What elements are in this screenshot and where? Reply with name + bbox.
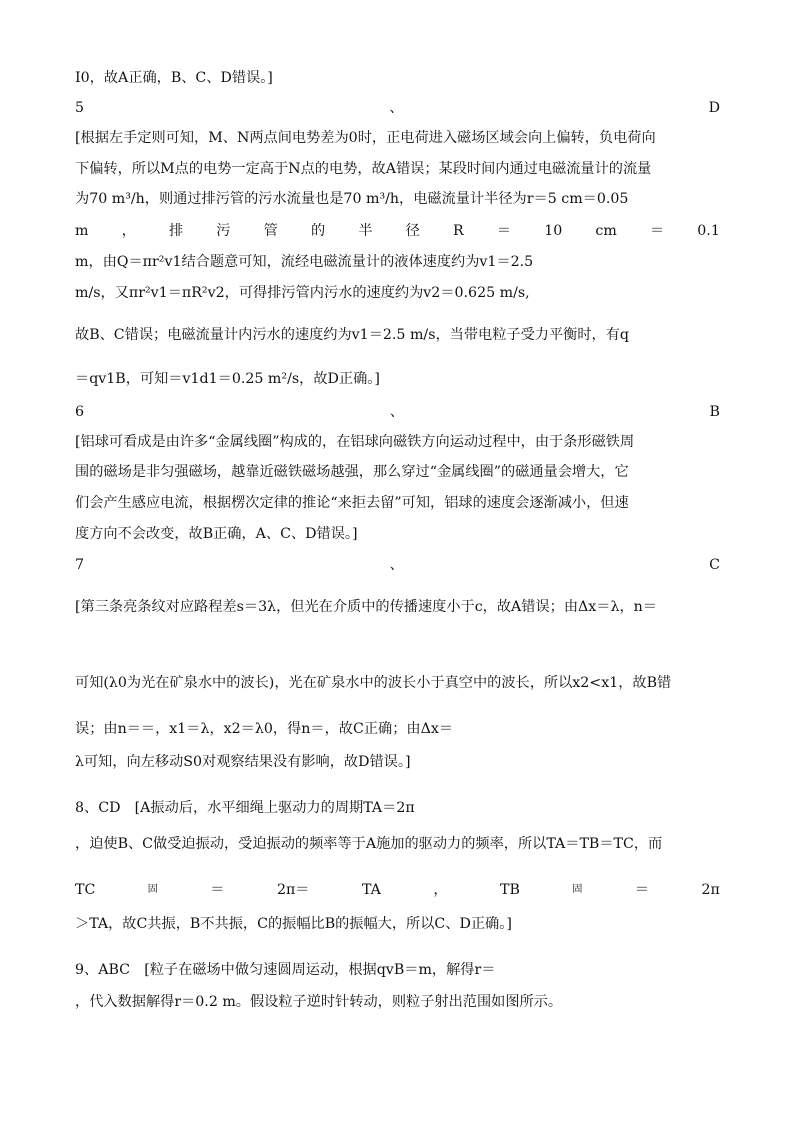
text-line: 为70 m³/h，则通过排污管的污水流量也是70 m³/h，电磁流量计半径为r＝5 cm＝0.05 (75, 191, 629, 207)
text-line: 9、ABC [粒子在磁场中做匀速圆周运动，根据qvB＝m，解得r＝ (75, 962, 496, 978)
word: 2π (701, 882, 720, 898)
word: 污 (216, 223, 231, 239)
text-line: ＝qv1B，可知＝v1d1＝0.25 m²/s，故D正确。] (75, 371, 380, 387)
word: 的 (310, 223, 326, 239)
text-line: [根据左手定则可知，M、N两点间电势差为0时，正电荷进入磁场区域会向上偏转，负电荷向 (75, 130, 656, 146)
answer-header-7 (75, 555, 720, 575)
word: TA (361, 882, 381, 898)
text-line: m/s，又πr²v1＝πR²v2，可得排污管内污水的速度约为v2＝0.625 m/s, (75, 285, 530, 301)
word: ＝ (210, 882, 225, 898)
text-line: λ可知，向左移动S0对观察结果没有影响，故D错误。] (75, 754, 411, 770)
separator: 、 (389, 404, 404, 420)
word: cm (595, 223, 617, 239)
word: ＝ (649, 223, 665, 239)
word: 2π＝ (276, 882, 310, 898)
question-number: 7 (75, 557, 85, 573)
text-line: 误；由n＝＝，x1＝λ，x2＝λ0，得n＝，故C正确；由Δx＝ (75, 721, 454, 737)
word: m (75, 223, 89, 239)
word: 固 (572, 884, 583, 895)
text-line: m，由Q＝πr²v1结合题意可知，流经电磁流量计的液体速度约为v1＝2.5 (75, 254, 534, 270)
word: TC (75, 882, 96, 898)
word: 管 (263, 223, 278, 239)
separator: 、 (389, 557, 404, 573)
word: ＝ (496, 223, 512, 239)
question-number: 5 (75, 100, 85, 116)
text-line: 故B、C错误；电磁流量计内污水的速度约为v1＝2.5 m/s，当带电粒子受力平衡时，有q (75, 327, 629, 343)
question-number: 6 (75, 404, 85, 420)
word: R (453, 223, 464, 239)
answer-header-6 (75, 402, 720, 422)
word: 10 (544, 223, 563, 239)
text-line: ＞TA，故C共振，B不共振，C的振幅比B的振幅大，所以C、D正确。] (75, 916, 512, 932)
word: 0.1 (697, 223, 720, 239)
text-line: 们会产生感应电流，根据楞次定律的推论“来拒去留”可知，铝球的速度会逐渐减小，但速 (75, 495, 629, 511)
word: ， (121, 223, 136, 239)
text-line: ，迫使B、C做受迫振动，受迫振动的频率等于A施加的驱动力的频率，所以TA＝TB＝TC，而 (75, 836, 663, 852)
text-line: 8、CD [A振动后，水平细绳上驱动力的周期TA＝2π (75, 800, 415, 816)
word: 径 (405, 223, 420, 239)
separator: 、 (389, 100, 404, 116)
text-line: [第三条亮条纹对应路程差s＝3λ，但光在介质中的传播速度小于c，故A错误；由Δx＝λ，n＝ (75, 599, 657, 615)
text-line: 围的磁场是非匀强磁场，越靠近磁铁磁场越强，那么穿过“金属线圈”的磁通量会增大，它 (75, 464, 629, 480)
text-line: 可知(λ0为光在矿泉水中的波长)，光在矿泉水中的波长小于真空中的波长，所以x2<x1，故B错 (75, 675, 672, 691)
word: ＝ (634, 882, 650, 898)
answer-letter: B (709, 404, 720, 420)
text-line: 下偏转，所以M点的电势一定高于N点的电势，故A错误；某段时间内通过电磁流量计的流量 (75, 161, 652, 177)
text-line-justified (75, 880, 720, 900)
text-line: [铝球可看成是由许多“金属线圈”构成的，在铝球向磁铁方向运动过程中，由于条形磁铁周 (75, 434, 635, 450)
text-line-justified (75, 221, 720, 241)
text-line: ，代入数据解得r＝0.2 m。假设粒子逆时针转动，则粒子射出范围如图所示。 (75, 994, 563, 1010)
word: 固 (147, 884, 158, 895)
word: TB (500, 882, 520, 898)
answer-letter: C (709, 557, 720, 573)
text-line: 度方向不会改变，故B正确，A、C、D错误。] (75, 526, 358, 542)
text-line: I0，故A正确，B、C、D错误。] (75, 70, 273, 86)
answer-header-5 (75, 98, 720, 118)
word: ， (433, 882, 448, 898)
word: 半 (358, 223, 373, 239)
word: 排 (168, 223, 184, 239)
answer-letter: D (708, 100, 720, 116)
